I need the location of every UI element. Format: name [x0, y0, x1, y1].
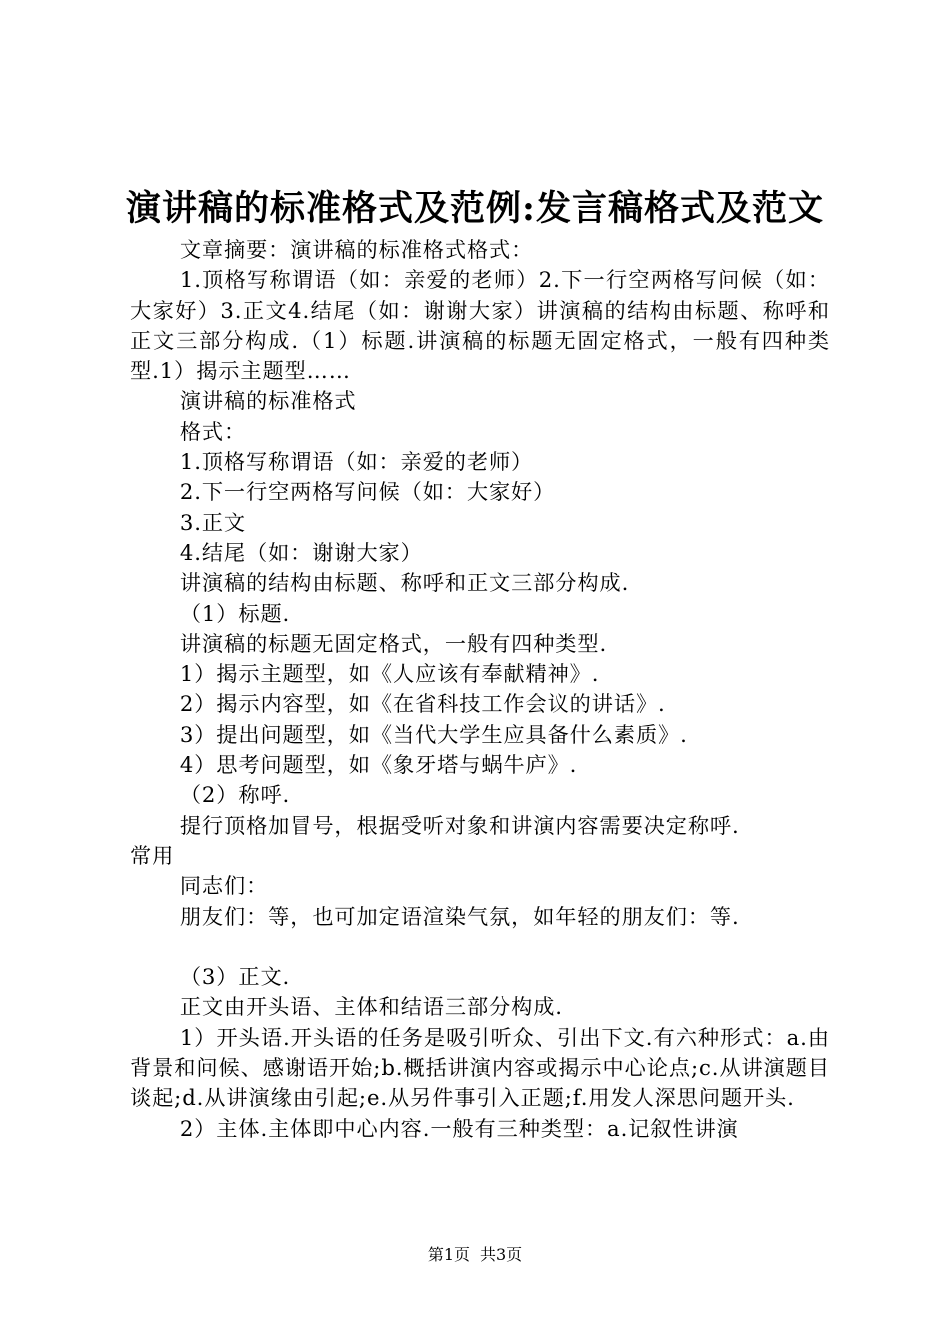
- list-item: 3.正文: [179, 509, 247, 535]
- paragraph-abstract-body: 1.顶格写称谓语（如：亲爱的老师）2.下一行空两格写问候（如：大家好）3.正文4.结尾（如：谢谢大家）讲演稿的结构由标题、称呼和正文三部分构成.（1）标题.讲演稿的标题无固定格式，一般有四种类型.1）揭示主题型……: [130, 267, 830, 384]
- list-item: 4）思考问题型，如《象牙塔与蜗牛庐》.: [179, 752, 578, 778]
- paragraph: 朋友们：等，也可加定语渲染气氛，如年轻的朋友们：等.: [179, 903, 740, 929]
- page-total: 共3页: [480, 1245, 523, 1264]
- paragraph: 讲演稿的标题无固定格式，一般有四种类型.: [179, 630, 608, 656]
- paragraph: 1）开头语.开头语的任务是吸引听众、引出下文.有六种形式：a.由背景和问候、感谢语开始;b.概括讲演内容或揭示中心论点;c.从讲演题目谈起;d.从讲演缘由引起;e.从另件事引入正题;f.用发人深思问题开头.: [130, 1024, 830, 1111]
- section-heading-salutation: （2）称呼.: [179, 782, 291, 808]
- list-item: 1）揭示主题型，如《人应该有奉献精神》.: [179, 661, 600, 687]
- page-number: 第1页: [427, 1245, 470, 1264]
- paragraph: 提行顶格加冒号，根据受听对象和讲演内容需要决定称呼.: [179, 812, 740, 838]
- document-title: 演讲稿的标准格式及范例:发言稿格式及范文: [126, 188, 824, 229]
- list-item: 2）揭示内容型，如《在省科技工作会议的讲话》.: [179, 691, 666, 717]
- section-heading-body: （3）正文.: [179, 964, 291, 990]
- page-footer: [0, 1244, 950, 1266]
- list-item: 4.结尾（如：谢谢大家）: [179, 539, 423, 565]
- paragraph: 正文由开头语、主体和结语三部分构成.: [179, 994, 563, 1020]
- document-body: [130, 235, 830, 1144]
- list-item: 1.顶格写称谓语（如：亲爱的老师）: [179, 449, 534, 475]
- paragraph-abstract: 文章摘要：演讲稿的标准格式格式：: [179, 237, 534, 262]
- list-item: 2.下一行空两格写问候（如：大家好）: [179, 479, 556, 505]
- section-heading-title: （1）标题.: [179, 600, 291, 626]
- paragraph: 同志们：: [179, 873, 269, 899]
- paragraph-heading: 演讲稿的标准格式: [179, 388, 357, 414]
- paragraph-format-label: 格式：: [179, 418, 247, 444]
- list-item: 3）提出问题型，如《当代大学生应具备什么素质》.: [179, 721, 688, 747]
- paragraph: 2）主体.主体即中心内容.一般有三种类型：a.记叙性讲演: [179, 1115, 739, 1141]
- paragraph: 讲演稿的结构由标题、称呼和正文三部分构成.: [179, 570, 630, 596]
- paragraph-continuation: 常用: [130, 842, 175, 868]
